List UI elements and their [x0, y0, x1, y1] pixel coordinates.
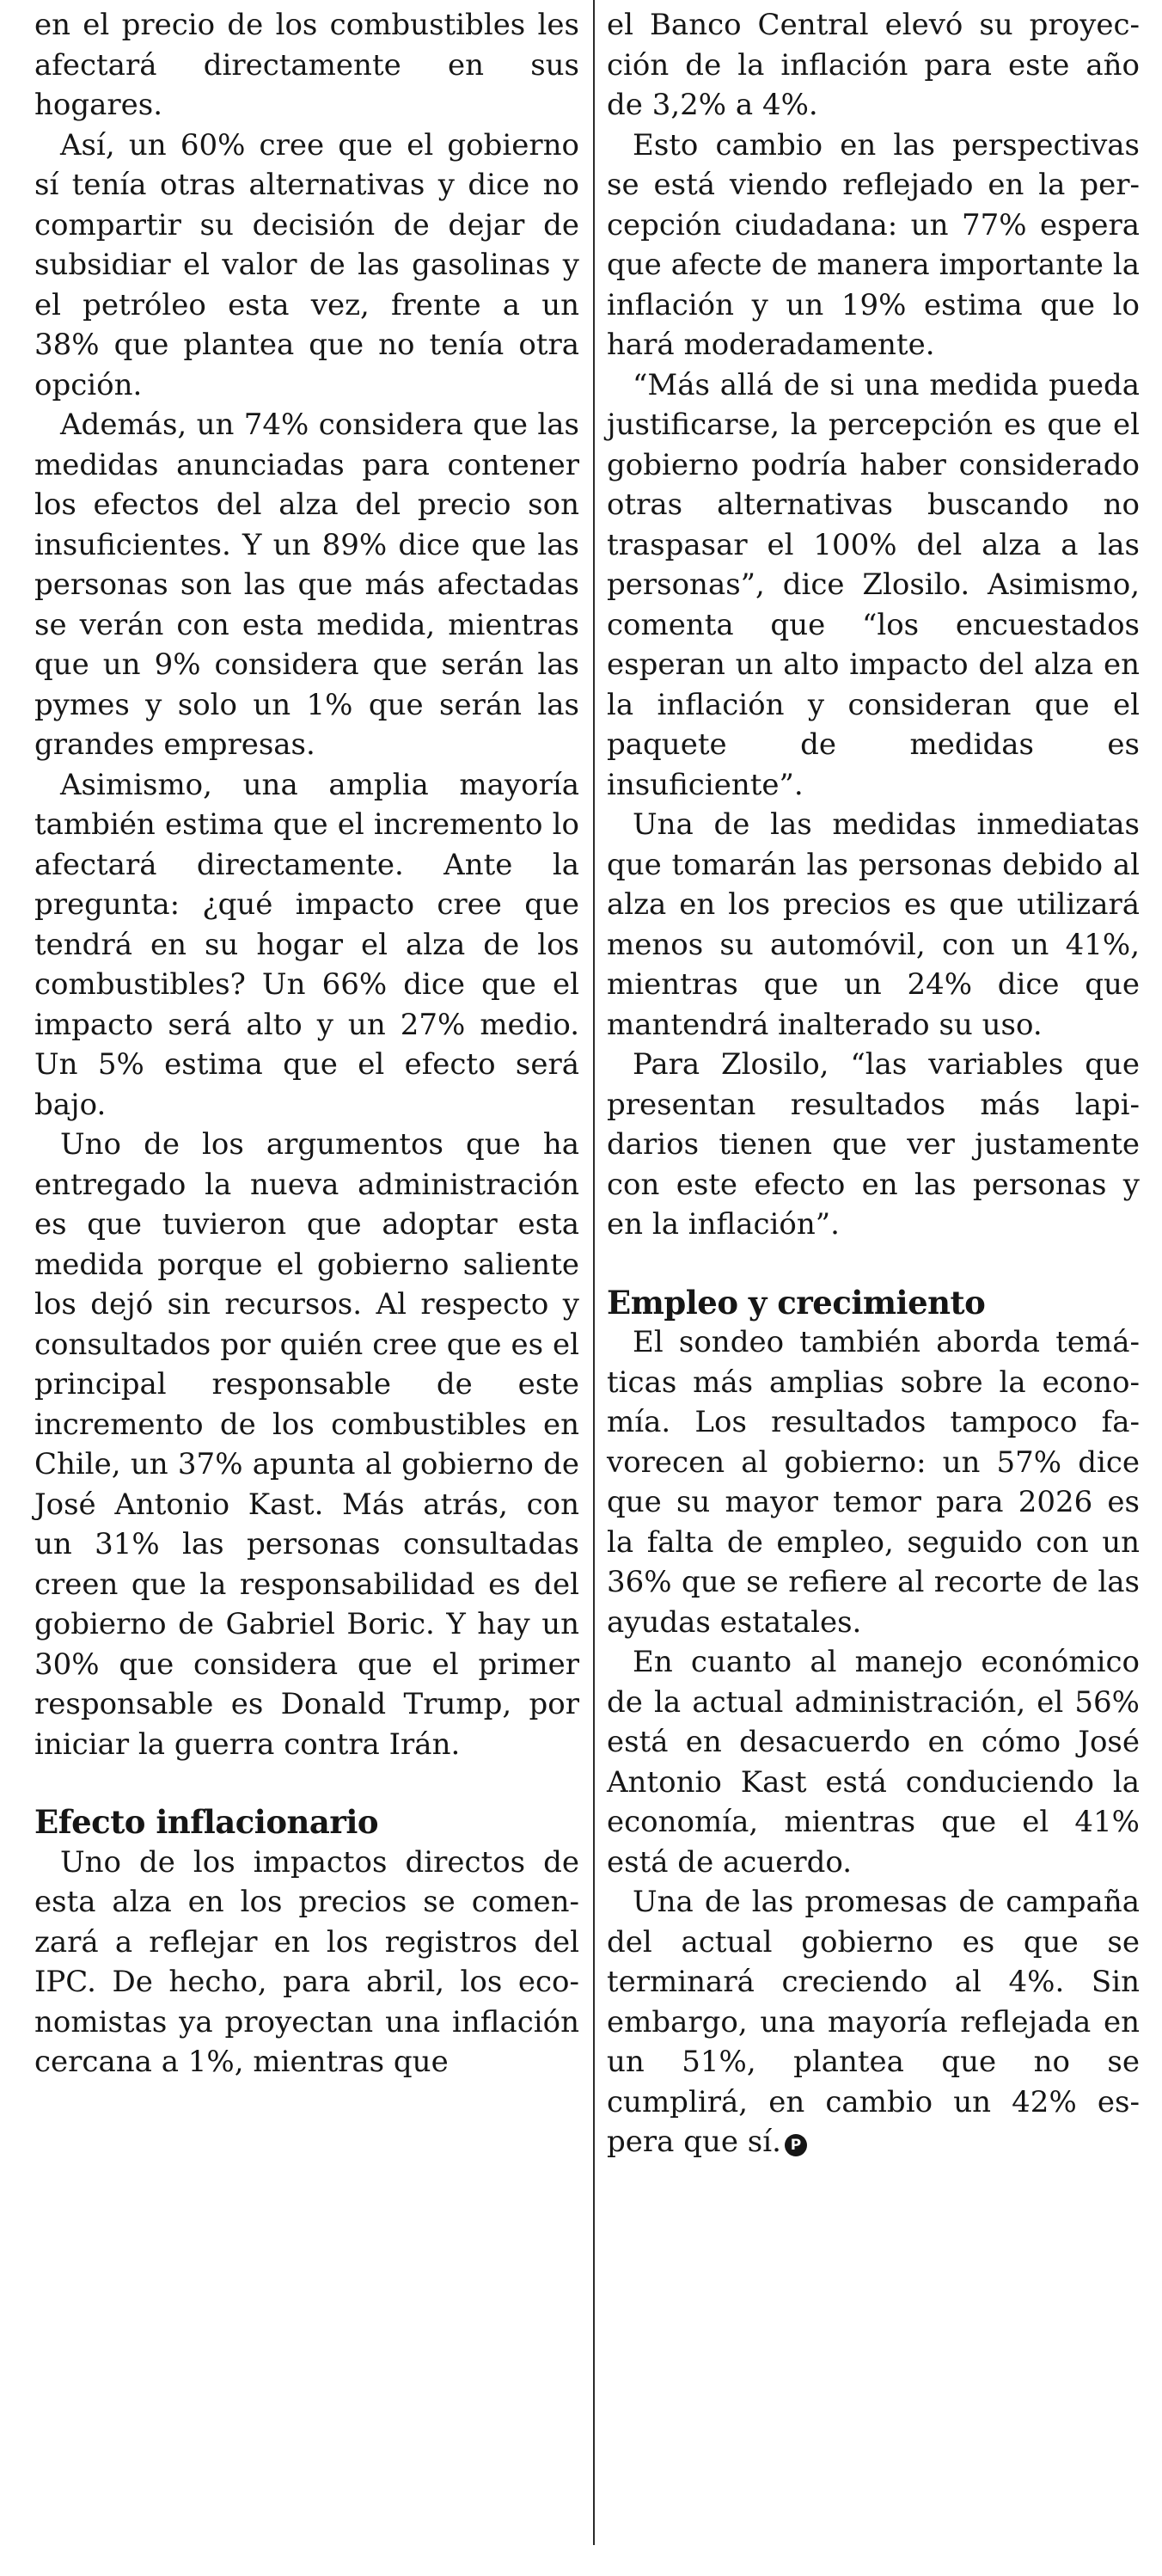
right-column — [607, 5, 1140, 2162]
end-of-article-icon: P — [785, 2134, 807, 2156]
section-heading-efecto-inflacionario: Efecto inflacionario — [34, 1803, 379, 1841]
paragraph: Así, un 60% cree que el gobierno sí tenía otras alternativas y dice no compartir su decisión de dejar de subsidiar el valor de las gasolinas y el petróleo esta vez, frente a un 38% que plantea que no tenía otra opción. — [34, 127, 579, 402]
paragraph: En cuanto al manejo económico de la actual administración, el 56% está en desacuerdo en cómo José Antonio Kast está conduciendo la economía, mientras que el 41% está de acuerdo. — [607, 1645, 1140, 1880]
paragraph: Para Zlosilo, “las variables que presentan resultados más lapidarios tienen que ver justamente con este efecto en las personas y en la inflación”. — [607, 1047, 1140, 1242]
paragraph: Además, un 74% considera que las medidas anunciadas para contener los efectos del alza del precio son insuficientes. Y un 89% dice que las personas son las que más afectadas se verán con esta medida, mientras que un 9% considera que serán las pymes y solo un 1% que serán las grandes empresas. — [34, 408, 579, 762]
paragraph: en el precio de los combustibles les afectará directamente en sus hogares. — [34, 8, 579, 122]
paragraph: Uno de los argumentos que ha entregado la nueva administración es que tuvieron que adoptar esta medida porque el gobierno saliente los dejó sin recursos. Al respecto y consultados por quién cree que es el principal responsable de este incremento de los combustibles en Chile, un 37% apunta al gobierno de José Antonio Kast. Más atrás, con un 31% las personas consultadas creen que la responsabilidad es del gobierno de Gabriel Boric. Y hay un 30% que considera que el primer responsable es Donald Trump, por iniciar la guerra contra Irán. — [34, 1127, 579, 1762]
paragraph: Esto cambio en las perspectivas se está viendo reflejado en la percepción ciudadana: un 77% espera que afecte de manera importante la inflación y un 19% estima que lo hará moderadamente. — [607, 127, 1140, 362]
section-heading-empleo-y-crecimiento: Empleo y crecimiento — [607, 1283, 986, 1322]
paragraph: el Banco Central elevó su proyección de la inflación para este año de 3,2% a 4%. — [607, 8, 1140, 122]
paragraph: Una de las medidas inmediatas que tomarán las personas debido al alza en los precios es que utilizará menos su automóvil, con un 41%, mientras que un 24% dice que mantendrá inalterado su uso. — [607, 807, 1140, 1042]
paragraph: El sondeo también aborda temáticas más amplias sobre la economía. Los resultados tampoco favorecen al gobierno: un 57% dice que su mayor temor para 2026 es la falta de empleo, seguido con un 36% que se refiere al recorte de las ayudas estatales. — [607, 1325, 1140, 1640]
paragraph: Asimismo, una amplia mayoría también estima que el incremento lo afectará directamente. Ante la pregunta: ¿qué impacto cree que tendrá en su hogar el alza de los combustibles? Un 66% dice que el impacto será alto y un 27% medio. Un 5% estima que el efecto será bajo. — [34, 767, 579, 1122]
paragraph: “Más allá de si una medida pueda justificarse, la percepción es que el gobierno podría haber considerado otras alternativas buscando no traspasar el 100% del alza a las personas”, dice Zlosilo. Asimismo, comenta que “los encuestados esperan un alto impacto del alza en la inflación y consideran que el paquete de medidas es insuficiente”. — [607, 367, 1140, 802]
column-divider — [593, 0, 595, 2545]
paragraph-text: Una de las promesas de campaña del actual gobierno es que se terminará creciendo al 4%. Sin embargo, una mayoría reflejada en un 51%, plantea que no se cumplirá, en cambio un 42% espera que sí. — [607, 1885, 1140, 2159]
left-column — [34, 5, 579, 2082]
paragraph: Uno de los impactos directos de esta alza en los precios se comenzará a reflejar en los registros del IPC. De hecho, para abril, los economistas ya proyectan una inflación cercana a 1%, mientras que — [34, 1844, 579, 2079]
last-paragraph — [607, 1882, 1140, 2162]
